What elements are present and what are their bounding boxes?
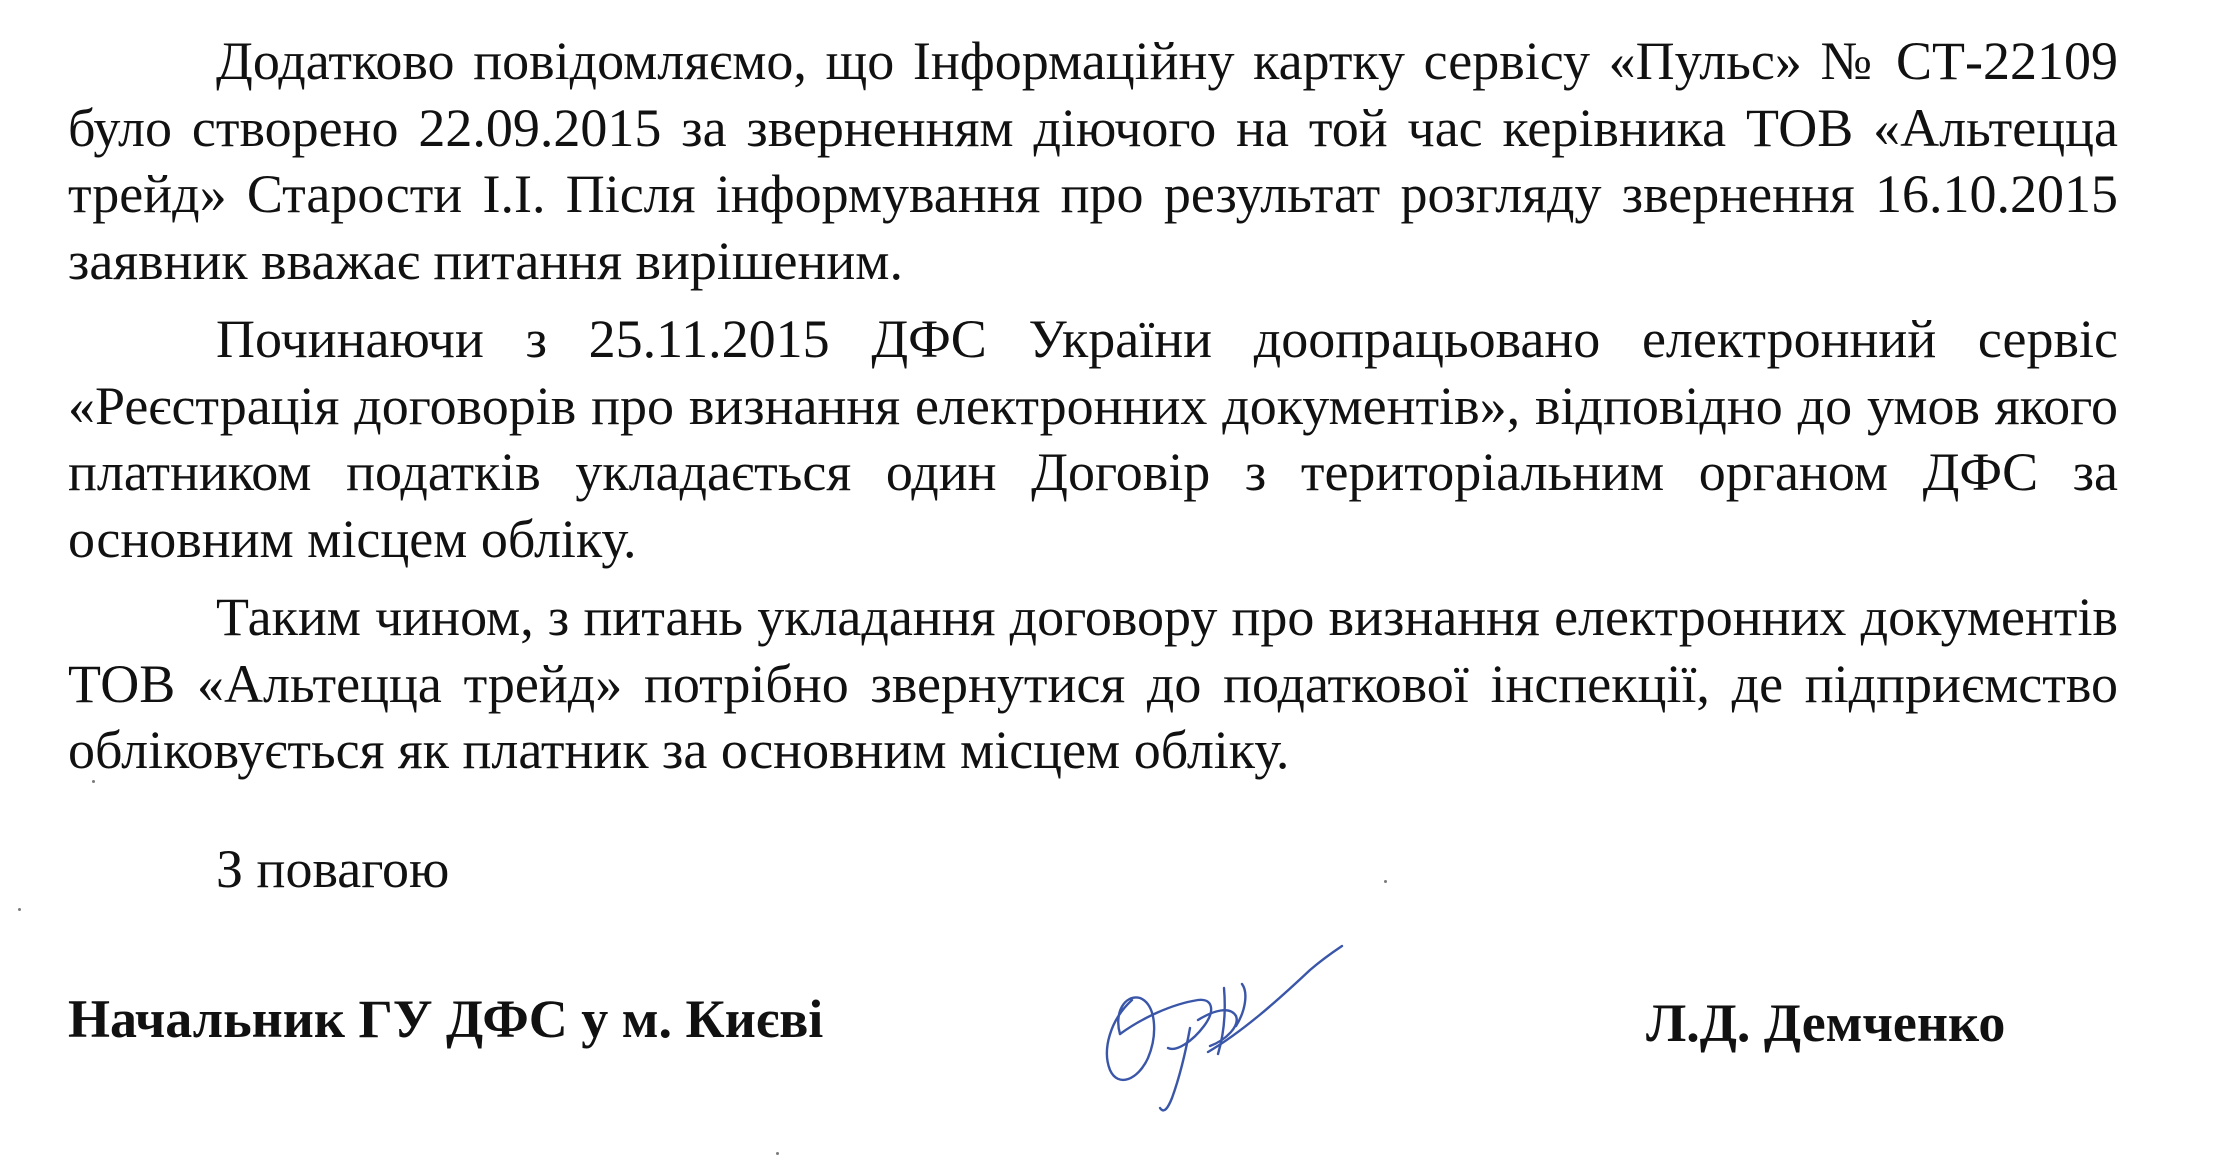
scan-speck (1384, 880, 1387, 883)
paragraph-puls-card: Додатково повідомляємо, що Інформаційну картку сервісу «Пульс» № СТ-22109 було створено 22.09.2015 за зверненням діючого на той час керівника ТОВ «Альтецца трейд» Старости І.І. Після інформування про результат розгляду звернення 16.10.2015 заявник вважає питання вирішеним. (68, 31, 2118, 291)
signatory-position: Начальник ГУ ДФС у м. Києві (68, 989, 824, 1049)
signatory-name: Л.Д. Демченко (1646, 993, 2006, 1053)
letter-body (68, 28, 2118, 796)
paragraph-conclusion: Таким чином, з питань укладання договору про визнання електронних документів ТОВ «Альтецца трейд» потрібно звернутися до податкової інспекції, де підприємство обліковується як платник за основним місцем обліку. (68, 587, 2118, 780)
scan-speck (18, 908, 21, 911)
paragraph-registration-service: Починаючи з 25.11.2015 ДФС України доопрацьовано електронний сервіс «Реєстрація договорів про визнання електронних документів», відповідно до умов якого платником податків укладається один Договір з територіальним органом ДФС за основним місцем обліку. (68, 309, 2118, 569)
closing-greeting: З повагою (216, 839, 450, 899)
scan-speck (92, 780, 95, 783)
scan-speck (776, 1152, 779, 1155)
handwritten-signature (1080, 930, 1360, 1120)
